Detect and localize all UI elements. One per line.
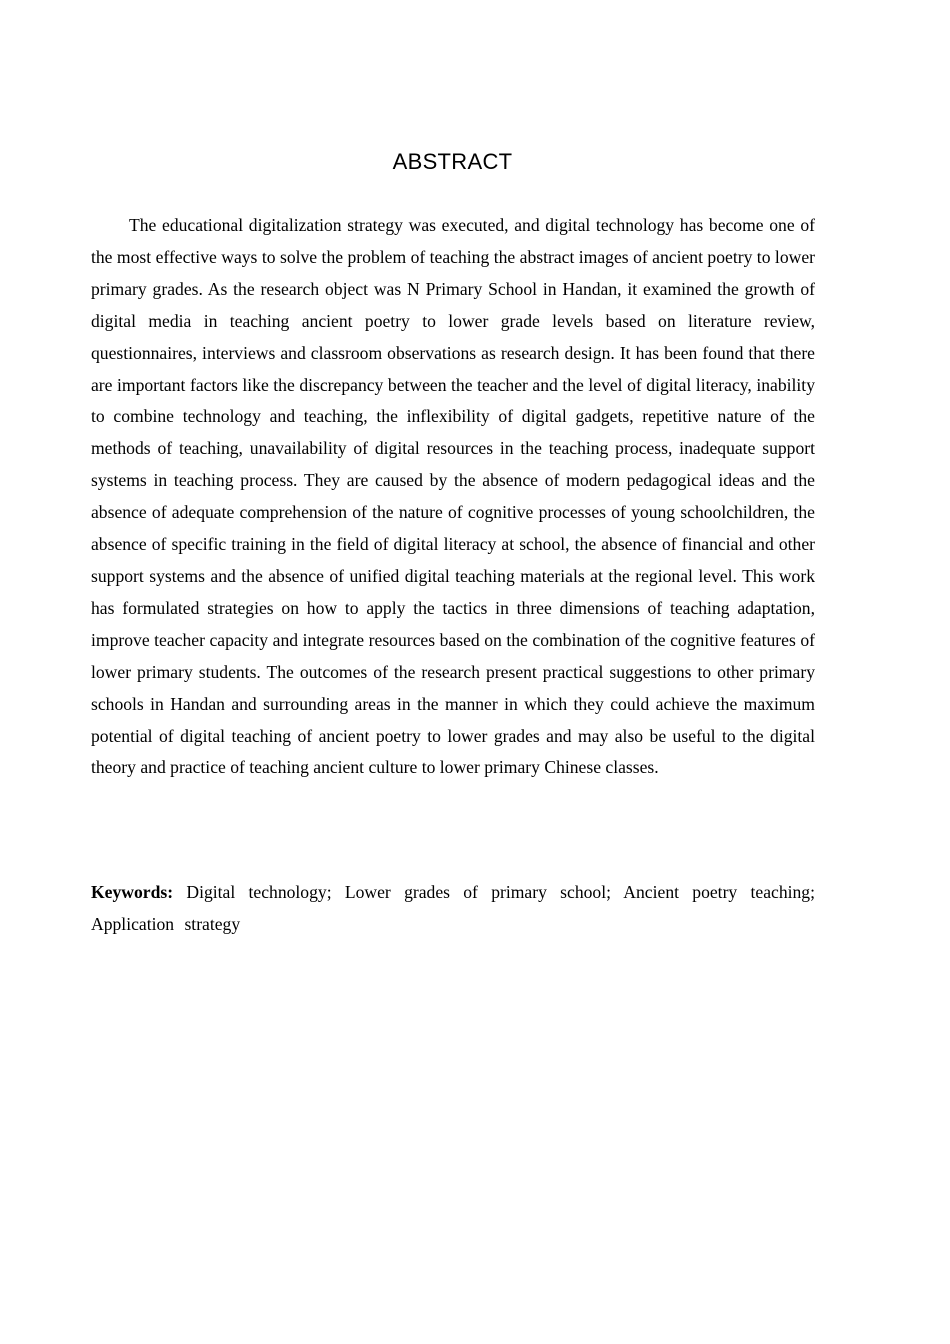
keywords-label: Keywords: [91, 882, 174, 902]
keywords-list: Digital technology; Lower grades of primary school; Ancient poetry teaching; Application strategy [91, 882, 815, 934]
keywords-paragraph [91, 877, 815, 941]
abstract-heading: ABSTRACT [392, 149, 513, 174]
abstract-body: The educational digitalization strategy was executed, and digital technology has become one of the most effective ways to solve the problem of teaching the abstract images of ancient poetry to lower primary grades. As the research object was N Primary School in Handan, it examined the growth of digital media in teaching ancient poetry to lower grade levels based on literature review, questionnaires, interviews and classroom observations as research design. It has been found that there are important factors like the discrepancy between the teacher and the level of digital literacy, inability to combine technology and teaching, the inflexibility of digital gadgets, repetitive nature of the methods of teaching, unavailability of digital resources in the teaching process, inadequate support systems in teaching process. They are caused by the absence of modern pedagogical ideas and the absence of adequate comprehension of the nature of cognitive processes of young schoolchildren, the absence of specific training in the field of digital literacy at school, the absence of financial and other support systems and the absence of unified digital teaching materials at the regional level. This work has formulated strategies on how to apply the tactics in three dimensions of teaching adaptation, improve teacher capacity and integrate resources based on the combination of the cognitive features of lower primary students. The outcomes of the research present practical suggestions to other primary schools in Handan and surrounding areas in the manner in which they could achieve the maximum potential of digital teaching of ancient poetry to lower grades and may also be useful to the digital theory and practice of teaching ancient culture to lower primary Chinese classes. [91, 215, 815, 778]
